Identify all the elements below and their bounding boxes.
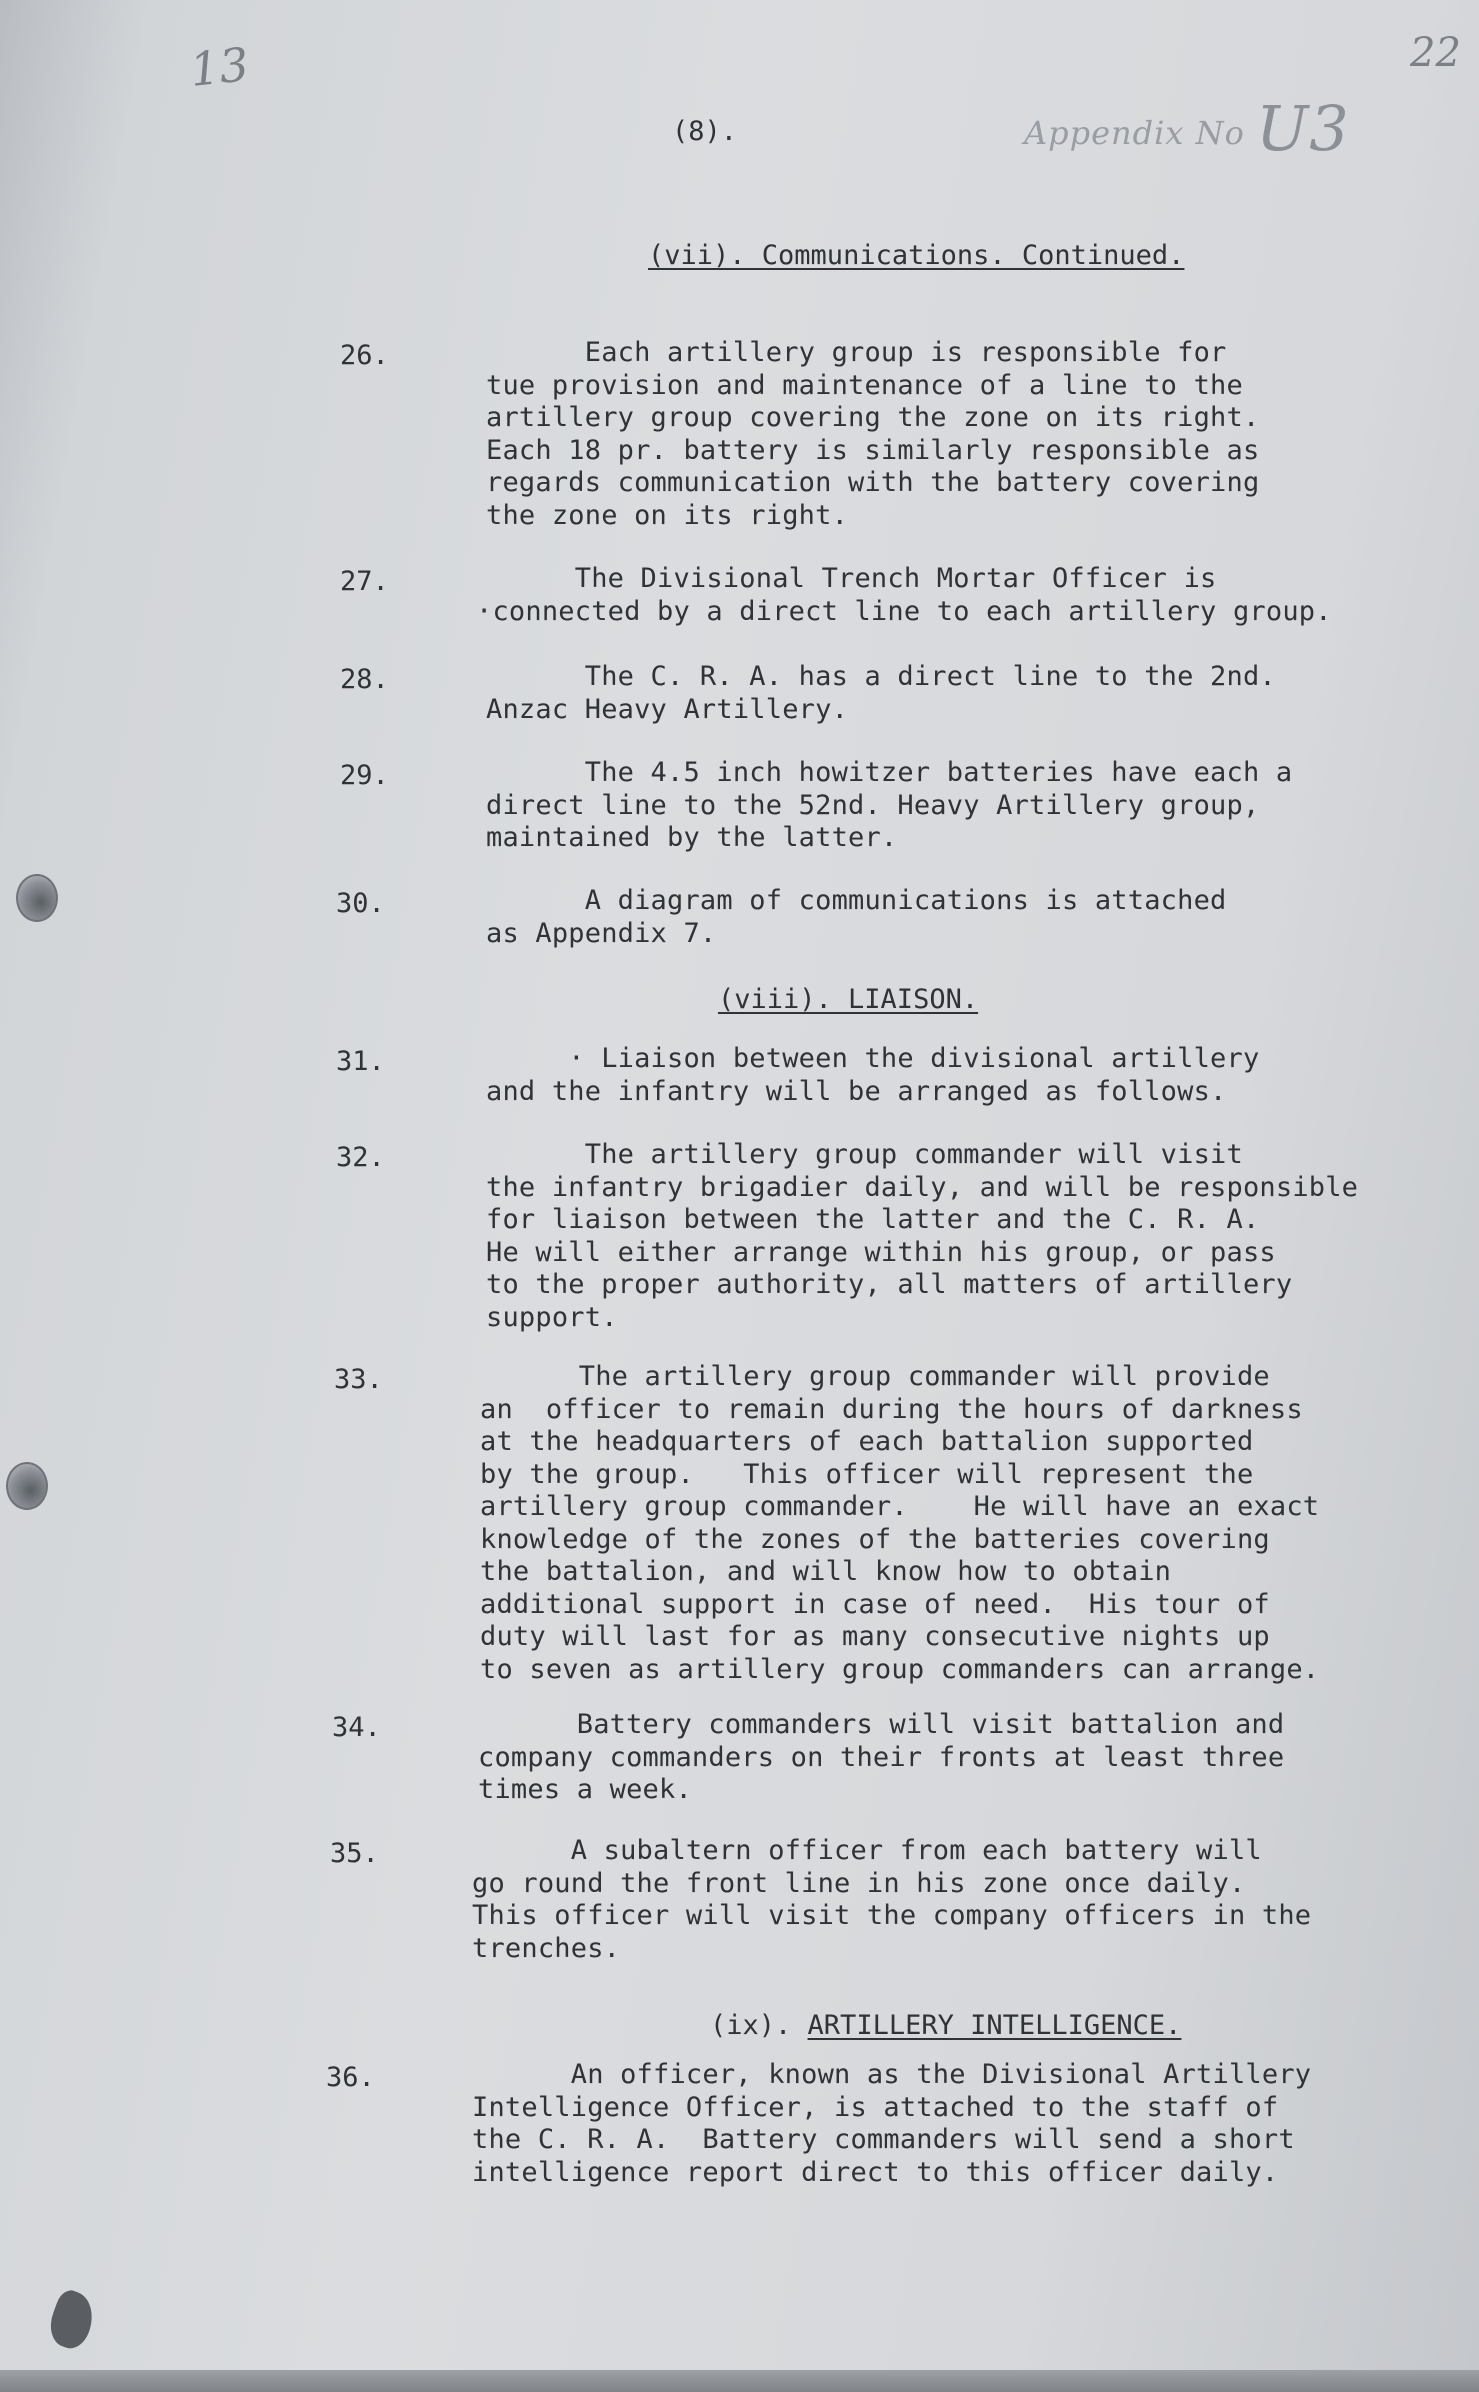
appendix-stamp-number: U3	[1256, 92, 1350, 165]
archive-page-number: 22	[1410, 30, 1461, 76]
paragraph-number: 30.	[336, 888, 385, 919]
paragraph-text: Battery commanders will visit battalion and company commanders on their fronts at least three times a week.	[478, 1709, 1285, 1805]
paragraph-number: 34.	[332, 1712, 381, 1743]
paragraph-text: The C. R. A. has a direct line to the 2nd. Anzac Heavy Artillery.	[486, 661, 1276, 725]
paragraph-text: An officer, known as the Divisional Artillery Intelligence Officer, is attached to the staff of the C. R. A. Battery commanders will send a short intelligence report direct to this officer daily.	[472, 2059, 1312, 2188]
page-bottom-edge	[0, 2370, 1479, 2392]
appendix-stamp-label: Appendix No	[1024, 114, 1245, 152]
ink-smudge	[44, 2287, 101, 2353]
paragraph-number: 29.	[340, 760, 389, 791]
paragraph-text: The artillery group commander will visit the infantry brigadier daily, and will be responsible for liaison between the latter and the C. R. A. He will either arrange within his group, or pass to the proper authority, all matters of artillery support.	[486, 1139, 1359, 1333]
appendix-stamp	[1024, 92, 1350, 165]
paragraph-text: The artillery group commander will provide an officer to remain during the hours of darkness at the headquarters of each battalion supported by the group. This officer will represent the artillery group commander. He will have an exact knowledge of the zones of the batteries covering the battalion, and will know how to obtain additional support in case of need. His tour of duty will last for as many consecutive nights up to seven as artillery group commanders can arrange.	[480, 1361, 1320, 1685]
section-heading-liaison: (viii). LIAISON.	[718, 984, 979, 1015]
paragraph-number: 28.	[340, 664, 389, 695]
paragraph-number: 26.	[340, 340, 389, 371]
paragraph-text: Each artillery group is responsible for tue provision and maintenance of a line to the artillery group covering the zone on its right. Each 18 pr. battery is similarly responsible as regards communication with the battery covering the zone on its right.	[486, 337, 1260, 531]
paragraph-text: The Divisional Trench Mortar Officer is ·connected by a direct line to each artillery group.	[476, 563, 1332, 627]
paragraph-number: 33.	[334, 1364, 383, 1395]
paragraph-text: The 4.5 inch howitzer batteries have each a direct line to the 52nd. Heavy Artillery group, maintained by the latter.	[486, 757, 1293, 853]
paragraph-number: 32.	[336, 1142, 385, 1173]
section-title: ARTILLERY INTELLIGENCE.	[807, 2010, 1182, 2041]
paragraph-number: 36.	[326, 2062, 375, 2093]
paragraph-text: · Liaison between the divisional artillery and the infantry will be arranged as follows.	[486, 1043, 1260, 1107]
paragraph-text: A subaltern officer from each battery will go round the front line in his zone once daily. This officer will visit the company officers in the trenches.	[472, 1835, 1312, 1964]
punch-hole	[16, 874, 58, 922]
punch-hole	[6, 1462, 48, 1510]
paragraph-number: 31.	[336, 1046, 385, 1077]
paragraph-number: 35.	[330, 1838, 379, 1869]
paragraph-number: 27.	[340, 566, 389, 597]
section-heading-intelligence	[710, 2010, 1181, 2041]
page-number: (8).	[672, 116, 738, 147]
section-heading-communications: (vii). Communications. Continued.	[648, 240, 1185, 271]
archive-folio-number: 13	[187, 37, 252, 97]
paragraph-text: A diagram of communications is attached as Appendix 7.	[486, 885, 1227, 949]
section-number: (ix).	[710, 2010, 792, 2041]
